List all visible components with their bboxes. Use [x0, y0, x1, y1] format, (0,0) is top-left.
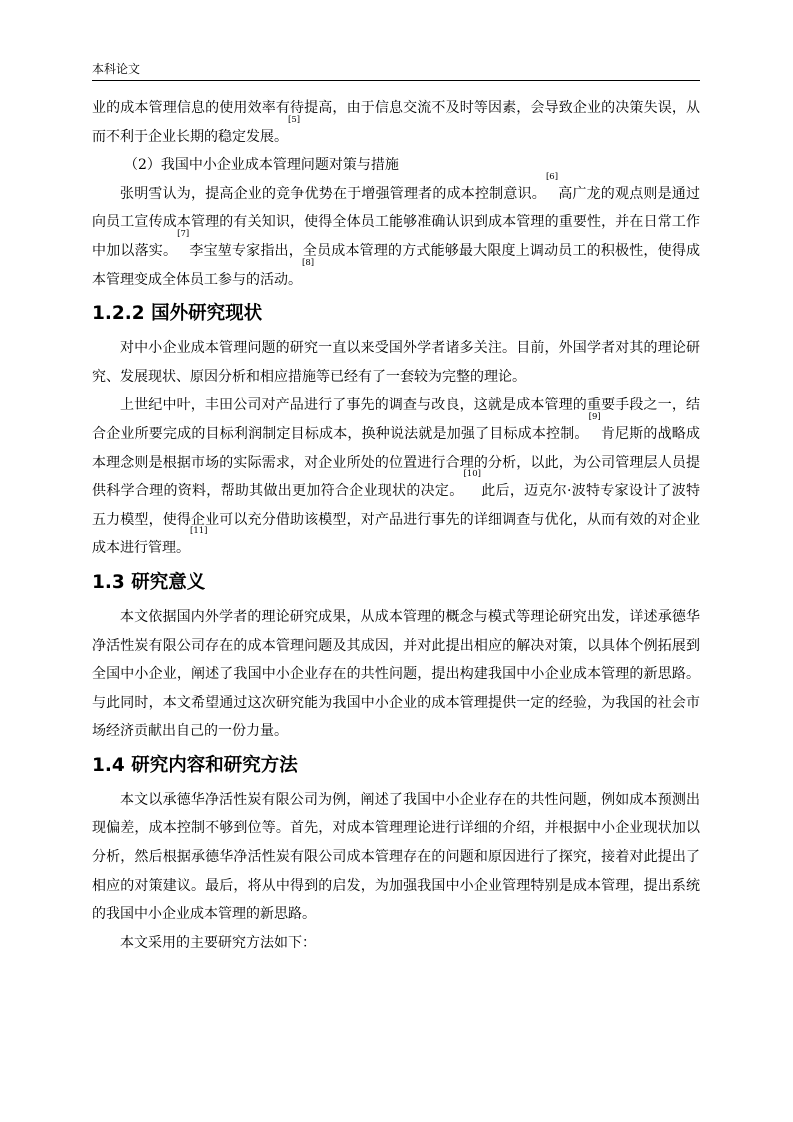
paragraph-text: 高广龙的观点则是通过向员工宣传成本管理的有关知识，使得全体员工能够准确认识到成本管理的重要性，并在日常工作中加以落实。	[92, 185, 701, 259]
paragraph-text: 本文依据国内外学者的理论研究成果，从成本管理的概念与模式等理论研究出发，详述承德华净活性炭有限公司存在的成本管理问题及其成因，并对此提出相应的解决对策，以具体个例拓展到全国中小企业，阐述了我国中小企业存在的共性问题，提出构建我国中小企业成本管理的新思路。与此同时，本文希望通过这次研究能为我国中小企业的成本管理提供一定的经验，为我国的社会市场经济贡献出自己的一份力量。	[92, 608, 700, 740]
paragraph-text: （2）我国中小企业成本管理问题对策与措施	[124, 157, 399, 174]
paragraph	[92, 171, 701, 294]
paragraph	[92, 786, 700, 929]
paragraph-text: 此后，迈克尔·波特专家设计了波特五力模型，使得企业可以充分借助该模型，对产品进行事先的详细调查与优化，从而有效的对企业成本进行管理。	[92, 483, 701, 557]
paragraph	[92, 391, 700, 563]
paragraph	[92, 929, 700, 958]
document-body	[92, 94, 700, 957]
paragraph-text: 本文采用的主要研究方法如下：	[120, 934, 316, 951]
paragraph	[92, 94, 700, 151]
citation-ref: [8]	[302, 257, 315, 268]
citation-ref: [11]	[190, 526, 208, 537]
header-divider	[92, 80, 700, 81]
section-heading: 1.3 研究意义	[92, 571, 206, 593]
citation-ref: [7]	[177, 228, 190, 239]
citation-ref: [5]	[288, 114, 301, 125]
paragraph-text: 业的成本管理信息的使用效率有待提高，由于信息交流不及时等因素，会导致企业的决策失误，从而不利于企业长期的稳定发展。	[92, 100, 700, 145]
citation-ref: [9]	[588, 411, 601, 422]
citation-ref: [10]	[463, 469, 481, 480]
section-heading: 1.4 研究内容和研究方法	[92, 754, 298, 776]
paragraph	[92, 603, 700, 746]
paragraph-text: 对中小企业成本管理问题的研究一直以来受国外学者诸多关注。目前，外国学者对其的理论研究、发展现状、原因分析和相应措施等已经有了一套较为完整的理论。	[92, 340, 700, 385]
sub-heading	[92, 151, 700, 180]
paragraph-text: 本文以承德华净活性炭有限公司为例，阐述了我国中小企业存在的共性问题，例如成本预测出现偏差，成本控制不够到位等。首先，对成本管理理论进行详细的介绍，并根据中小企业现状加以分析，然后根据承德华净活性炭有限公司成本管理存在的问题和原因进行了探究，接着对此提出了相应的对策建议。最后，将从中得到的启发，为加强我国中小企业管理特别是成本管理，提出系统的我国中小企业成本管理的新思路。	[92, 791, 700, 923]
paragraph-text: 肯尼斯的战略成本理念则是根据市场的实际需求，对企业所处的位置进行合理的分析，以此，为公司管理层人员提供科学合理的资料，帮助其做出更加符合企业现状的决定。	[92, 425, 700, 500]
citation-ref: [6]	[545, 171, 559, 182]
paragraph-text: 李宝堃专家指出，全员成本管理的方式能够最大限度上调动员工的积极性，使得成本管理变成全体员工参与的活动。	[92, 242, 701, 288]
page-header: 本科论文	[92, 62, 141, 76]
paragraph-text: 上世纪中叶，丰田公司对产品进行了事先的调查与改良，这就是成本管理的重要手段之一，结合企业所要完成的目标利润制定目标成本，换种说法就是加强了目标成本控制。	[92, 397, 700, 442]
paragraph-text: 张明雪认为，提高企业的竞争优势在于增强管理者的成本控制意识。	[120, 185, 546, 202]
paragraph	[92, 334, 700, 391]
section-heading: 1.2.2 国外研究现状	[92, 303, 263, 325]
